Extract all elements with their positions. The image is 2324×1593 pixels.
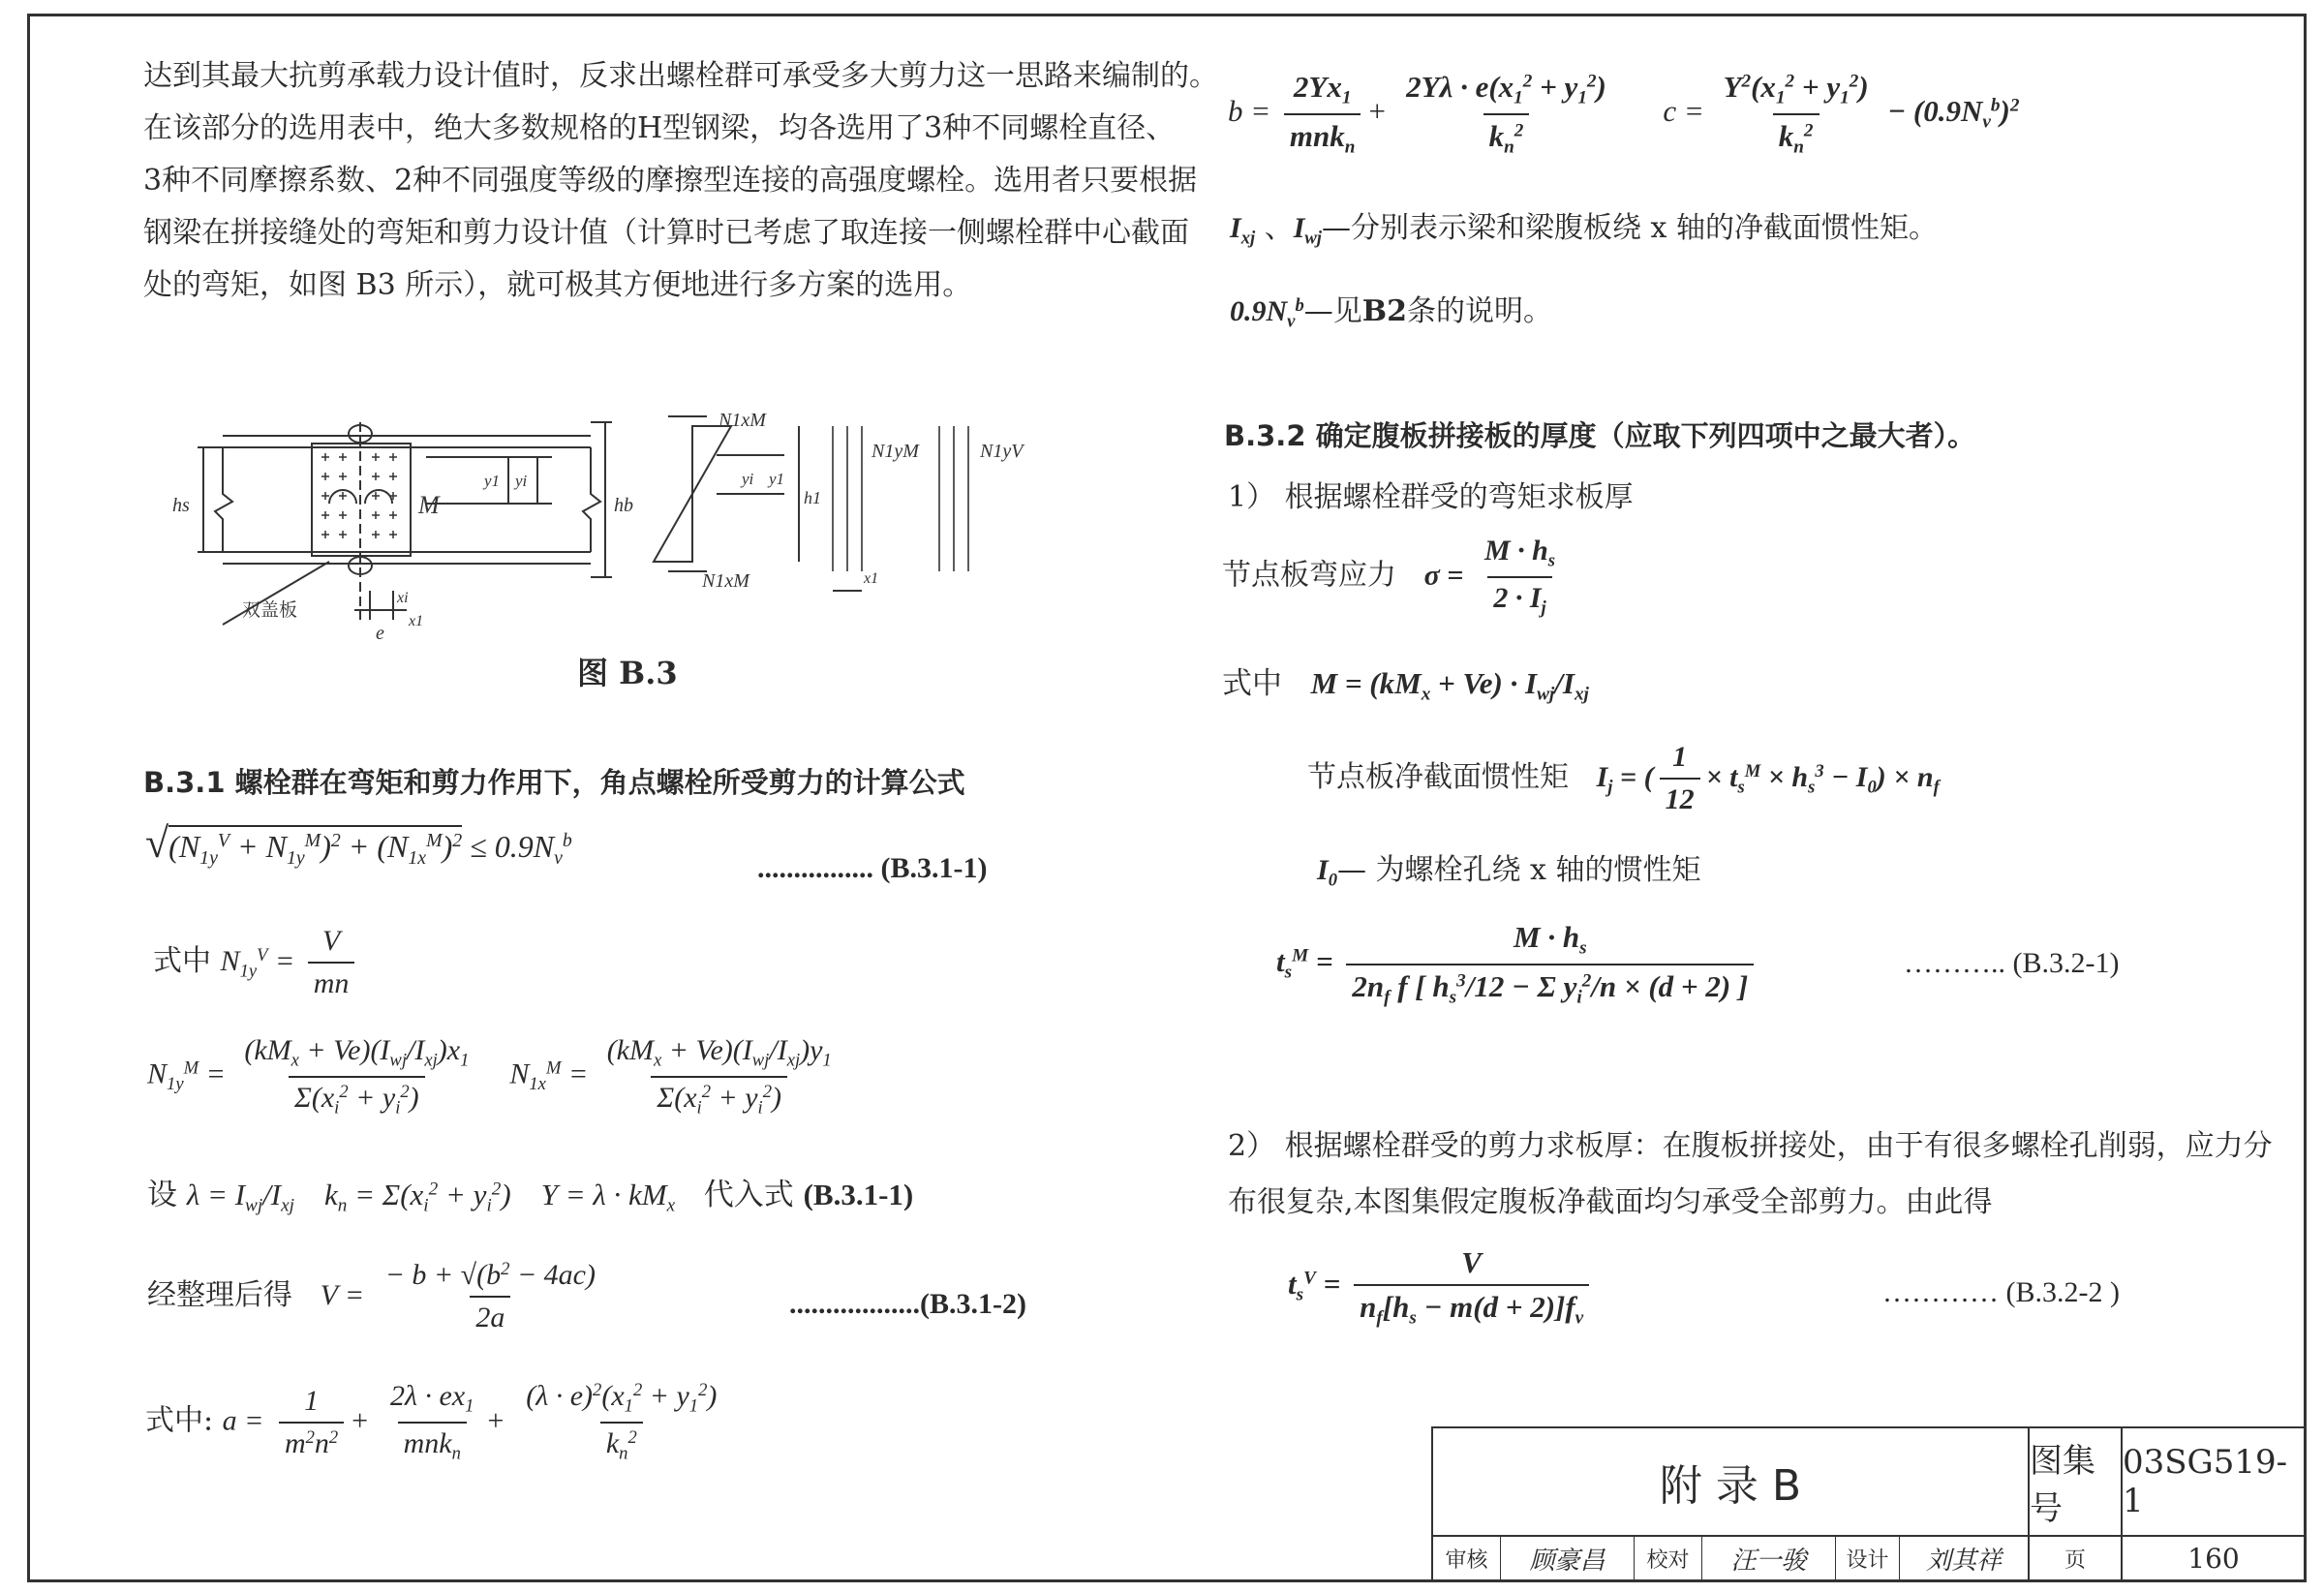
n1xm-top-label: N1xM [719,410,766,431]
review-label: 审核 [1433,1537,1501,1580]
yi-label: yi [515,472,528,490]
x1-label-3: x1 [864,570,879,587]
intro-line: 3种不同摩擦系数、2种不同强度等级的摩擦型连接的高强度螺栓。选用者只要根据 [143,164,1198,198]
plate-stress-eq: 节点板弯应力 σ = $\frac{M \cdot h_s}{2 \cdot I_j}$ [1222,535,1556,618]
check-label: 校对 [1635,1537,1702,1580]
figure-b3-diagram [165,397,1152,688]
review-signature: 顾豪昌 [1501,1537,1635,1580]
page-number: 160 [2187,1543,2240,1575]
where-n1yv: 式中 $N_{1y}^V$ = $\frac{V}{mn}$ [153,925,360,1000]
substitute-ref: (B.3.1-1) [803,1178,914,1211]
item2-line-2: 布很复杂,本图集假定腹板净截面均匀承受全部剪力。由此得 [1228,1185,1993,1219]
equation-b32-2-number: ………… (B.3.2-2 ) [1882,1276,2120,1308]
let-lambda-line: 设 $\lambda = I_{wj}/I_{xj}$ $k_n = \Sigma(x_i^2 + y_i^2)$ $Y = \lambda \cdot kM_x$ 代入式 (B.3.1-1) [147,1178,914,1216]
plate-stress-label: 节点板弯应力 [1222,558,1396,593]
yi-label-2: yi [742,470,754,488]
check-signature: 汪一骏 [1702,1537,1836,1580]
net-inertia-eq: 节点板净截面惯性矩 $I_j$ = ( $\frac{1}{12}$ × $t_s^M \times h_s^3 - I_0) \times n_f$ [1307,741,1940,815]
double-plate-label: 双盖板 [242,600,298,621]
equation-b31-2-number: ..................(B.3.1-2) [789,1288,1026,1320]
x1-label: x1 [409,613,424,629]
h1-label: h1 [804,488,821,507]
nv-desc2: 条的说明。 [1406,294,1552,328]
intro-line: 钢梁在拼接缝处的弯矩和剪力设计值（计算时已考虑了取连接一侧螺栓群中心截面 [143,216,1189,250]
where-label: 式中 [153,944,211,978]
moment-eq: 式中 $M = (kM_x + Ve) \cdot I_{wj}/I_{xj}$ [1222,666,1589,705]
design-label: 设计 [1836,1537,1900,1580]
equation-b32-1-number: ……….. (B.3.2-1) [1904,947,2120,979]
n1yv-label: N1yV [980,441,1024,462]
design-signature: 刘其祥 [1900,1537,2030,1580]
where2-label: 式中: [145,1403,214,1438]
equation-b32-2: $t_s^V$ = $\frac{V}{n_f[h_s - m(d + 2)]f_v}$ [1288,1245,1595,1330]
n1xm-bottom-label: N1xM [702,570,749,592]
substitute-label: 代入式 [703,1178,794,1212]
n1ym-label: N1yM [872,441,919,462]
ixj-iwj-definition: $I_{xj}$ 、$I_{wj}—$分别表示梁和梁腹板绕 x 轴的净截面惯性矩。 [1230,211,1938,249]
let-label: 设 [147,1178,177,1212]
equation-b31-1-number: ................ (B.3.1-1) [757,852,988,884]
intro-line: 在该部分的选用表中，绝大多数规格的H型钢梁，均各选用了3种不同螺栓直径、 [143,111,1176,145]
nv-desc: —见 [1303,294,1362,328]
atlas-number: 03SG519-1 [2123,1428,2305,1537]
title-block-title: 附 录 B [1433,1428,2030,1537]
equation-b31-2: 经整理后得 V = $\frac{- b + √(b^2 - 4ac)}{2a}$ [147,1259,596,1334]
e-label: e [376,623,384,644]
where-label-right: 式中 [1222,666,1282,701]
hs-label: hs [172,495,190,516]
page-label: 页 [2030,1537,2123,1580]
xi-label: xi [397,590,409,606]
y1-label-2: y1 [769,470,785,488]
hb-label: hb [614,495,633,516]
section-b31-title: B.3.1 螺栓群在弯矩和剪力作用下，角点螺栓所受剪力的计算公式 [143,766,965,799]
item1-text: 1） 根据螺栓群受的弯矩求板厚 [1228,480,1634,514]
equation-a: 式中: a = $\frac{1}{m^2n^2}$ + $\frac{2\lambda \cdot ex_1}{mnk_n}$ + $\frac{(\lambda \cdot e)^2(x_1^2 + y_1^2)}{k_n^2}$ [145,1380,718,1464]
section-b32-title: B.3.2 确定腹板拼接板的厚度（应取下列四项中之最大者）。 [1224,419,1976,452]
equation-b31-1: $√(N_{1y}^V + N_{1y}^M)^2 + (N_{1x}^M)^2 \le 0.9N_v^b$ [145,819,572,869]
after-label: 经整理后得 [147,1278,292,1313]
item2-line-1: 2） 根据螺栓群受的剪力求板厚：在腹板拼接处，由于有很多螺栓孔削弱，应力分 [1228,1129,2273,1163]
intro-paragraph [143,50,1218,312]
i0-desc: — 为螺栓孔绕 x 轴的惯性矩 [1336,853,1701,887]
y1-label: y1 [484,472,501,490]
equation-n1ym: $N_{1y}^M$ = $\frac{(kM_x + Ve)(I_{wj}/I_{xj})x_1}{\Sigma(x_i^2 + y_i^2)}$ $N_{1x}^M$ = $\frac{(kM_x + Ve)(I_{wj}/I_{xj})y_1}{\Sigma(x_i^2 + y_i^2)}$ [147,1034,832,1118]
nv-definition: $0.9N_v^b—$见B2条的说明。 [1230,294,1552,332]
title-block [1431,1426,2307,1582]
atlas-label: 图集号 [2030,1428,2123,1537]
intro-line: 处的弯矩，如图 B3 所示），就可极其方便地进行多方案的选用。 [143,268,972,302]
nv-ref: B2 [1361,294,1407,328]
equation-b32-1: $t_s^M$ = $\frac{M \cdot h_s}{2n_f f [ h_s^3/12 - \Sigma y_i^2/n \times (d + 2) ]}$ [1276,920,1759,1008]
moment-label: M [418,491,440,519]
i0-definition: $I_0—$ 为螺栓孔绕 x 轴的惯性矩 [1317,853,1701,891]
net-inertia-label: 节点板净截面惯性矩 [1307,760,1569,794]
equation-b-c: b = $\frac{2Yx_1}{mnk_n}$ + $\frac{2Y\lambda \cdot e(x_1^2 + y_1^2)}{k_n^2}$ c = $\frac{Y^2(x_1^2 + y_1^2)}{k_n^2}$ − $(0.9N_v^b)^2$ [1228,70,2020,158]
ixj-desc: —分别表示梁和梁腹板绕 x 轴的净截面惯性矩。 [1321,211,1938,245]
figure-caption: 图 B.3 [577,655,678,691]
intro-line: 达到其最大抗剪承载力设计值时，反求出螺栓群可承受多大剪力这一思路来编制的。 [143,59,1218,93]
